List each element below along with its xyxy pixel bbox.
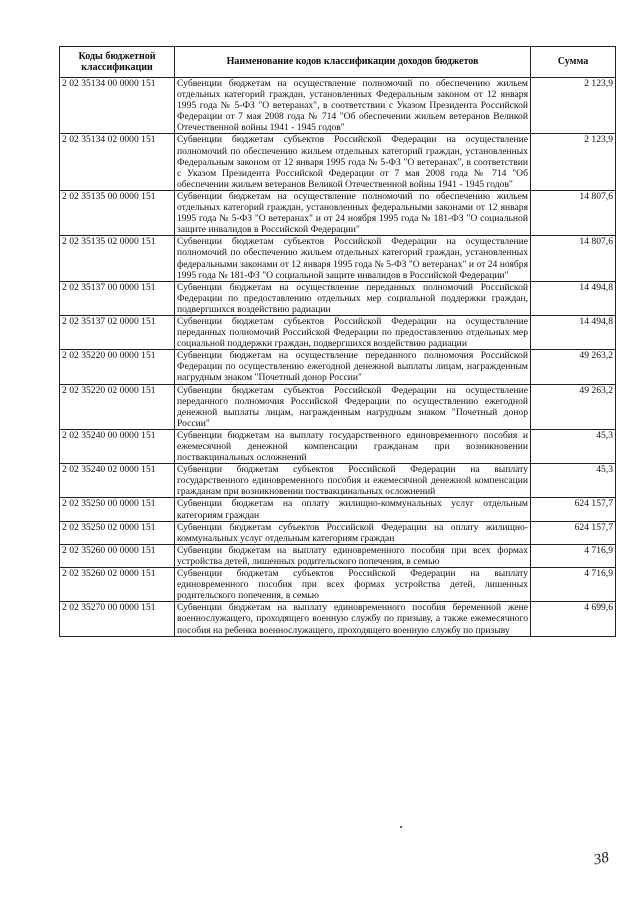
row-name: Субвенции бюджетам на выплату государственного единовременного пособия и ежемесячной денежной компенсации гражданам при возникновении поствакцинальных осложнений: [175, 429, 531, 463]
row-name: Субвенции бюджетам на оплату жилищно-коммунальных услуг отдельным категориям граждан: [175, 498, 531, 521]
row-name: Субвенции бюджетам субъектов Российской Федерации на осуществление полномочий по обеспечению жильем отдельных категорий граждан, установленных федеральными законами от 12 января 1995 года № 5-ФЗ "О ветеранах" и от 24 ноября 1995 года № 181-ФЗ "О социальной защите инвалидов в Российской Федерации": [175, 236, 531, 281]
handwritten-page-number: 38: [592, 849, 611, 869]
table-row: [60, 350, 616, 384]
row-code: 2 02 35135 00 0000 151: [60, 190, 175, 235]
table-row: [60, 281, 616, 315]
row-code: 2 02 35220 02 0000 151: [60, 384, 175, 429]
row-name: Субвенции бюджетам субъектов Российской Федерации на осуществление переданного полномочия Российской Федерации по осуществлению ежегодной денежной выплаты лицам, награжденным нагрудным знаком "Почетный донор России": [175, 384, 531, 429]
row-sum: 4 716,9: [531, 544, 616, 567]
row-code: 2 02 35137 02 0000 151: [60, 315, 175, 349]
row-name: Субвенции бюджетам на осуществление переданного полномочия Российской Федерации по осуществлению ежегодной денежной выплаты лицам, награжденным нагрудным знаком "Почетный донор России": [175, 350, 531, 384]
row-code: 2 02 35260 00 0000 151: [60, 544, 175, 567]
row-sum: 14 807,6: [531, 190, 616, 235]
row-name: Субвенции бюджетам субъектов Российской Федерации на оплату жилищно-коммунальных услуг отдельным категориям граждан: [175, 521, 531, 544]
row-sum: 14 494,8: [531, 281, 616, 315]
table-row: [60, 134, 616, 190]
row-code: 2 02 35220 00 0000 151: [60, 350, 175, 384]
row-code: 2 02 35134 02 0000 151: [60, 134, 175, 190]
row-code: 2 02 35270 00 0000 151: [60, 602, 175, 636]
row-sum: 4 716,9: [531, 568, 616, 602]
table-row: [60, 236, 616, 281]
header-sum: Сумма: [531, 47, 616, 78]
header-code: Коды бюджетной классификации: [60, 47, 175, 78]
row-code: 2 02 35240 02 0000 151: [60, 464, 175, 498]
table-row: [60, 190, 616, 235]
ink-dot: [400, 826, 402, 828]
table-row: [60, 568, 616, 602]
row-sum: 45,3: [531, 429, 616, 463]
table-row: [60, 315, 616, 349]
table-row: [60, 384, 616, 429]
row-name: Субвенции бюджетам на осуществление полномочий по обеспечению жильем отдельных категорий граждан, установленных Федеральным законом от 12 января 1995 года № 5-ФЗ "О ветеранах", в соответствии с Указом Президента Российской Федерации от 7 мая 2008 года № 714 "Об обеспечении жильем ветеранов Великой Отечественной войны 1941 - 1945 годов": [175, 78, 531, 134]
row-name: Субвенции бюджетам субъектов Российской Федерации на выплату единовременного пособия при всех формах устройства детей, лишенных родительского попечения, в семью: [175, 568, 531, 602]
row-sum: 49 263,2: [531, 384, 616, 429]
row-sum: 14 494,8: [531, 315, 616, 349]
row-sum: 624 157,7: [531, 498, 616, 521]
row-name: Субвенции бюджетам на осуществление переданных полномочий Российской Федерации по предоставлению отдельных мер социальной поддержки граждан, подвергшихся воздействию радиации: [175, 281, 531, 315]
row-sum: 624 157,7: [531, 521, 616, 544]
row-code: 2 02 35250 02 0000 151: [60, 521, 175, 544]
document-page: [59, 46, 615, 637]
table-row: [60, 78, 616, 134]
table-row: [60, 602, 616, 636]
row-code: 2 02 35250 00 0000 151: [60, 498, 175, 521]
row-code: 2 02 35134 00 0000 151: [60, 78, 175, 134]
row-name: Субвенции бюджетам на выплату единовременного пособия при всех формах устройства детей, лишенных родительского попечения, в семью: [175, 544, 531, 567]
table-row: [60, 429, 616, 463]
row-code: 2 02 35137 00 0000 151: [60, 281, 175, 315]
header-name: Наименование кодов классификации доходов бюджетов: [175, 47, 531, 78]
row-sum: 14 807,6: [531, 236, 616, 281]
row-name: Субвенции бюджетам на выплату единовременного пособия беременной жене военнослужащего, проходящего военную службу по призыву, а также ежемесячного пособия на ребенка военнослужащего, проходящего военную службу по призыву: [175, 602, 531, 636]
row-sum: 49 263,2: [531, 350, 616, 384]
row-name: Субвенции бюджетам субъектов Российской Федерации на выплату государственного единовременного пособия и ежемесячной денежной компенсации гражданам при возникновении поствакцинальных осложнений: [175, 464, 531, 498]
table-row: [60, 498, 616, 521]
row-sum: 2 123,9: [531, 78, 616, 134]
table-header-row: [60, 47, 616, 78]
row-code: 2 02 35135 02 0000 151: [60, 236, 175, 281]
table-row: [60, 544, 616, 567]
row-sum: 2 123,9: [531, 134, 616, 190]
row-name: Субвенции бюджетам субъектов Российской Федерации на осуществление полномочий по обеспечению жильем отдельных категорий граждан, установленных Федеральным законом от 12 января 1995 года № 5-ФЗ "О ветеранах", в соответствии с Указом Президента Российской Федерации от 7 мая 2008 года № 714 "Об обеспечении жильем ветеранов Великой Отечественной войны 1941 - 1945 годов": [175, 134, 531, 190]
row-sum: 45,3: [531, 464, 616, 498]
row-name: Субвенции бюджетам субъектов Российской Федерации на осуществление переданных полномочий Российской Федерации по предоставлению отдельных мер социальной поддержки граждан, подвергшихся воздействию радиации: [175, 315, 531, 349]
table-row: [60, 464, 616, 498]
table-row: [60, 521, 616, 544]
budget-classification-table: [59, 46, 616, 637]
row-code: 2 02 35260 02 0000 151: [60, 568, 175, 602]
row-name: Субвенции бюджетам на осуществление полномочий по обеспечению жильем отдельных категорий граждан, установленных федеральными законами от 12 января 1995 года № 5-ФЗ "О ветеранах" и от 24 ноября 1995 года № 181-ФЗ "О социальной защите инвалидов в Российской Федерации": [175, 190, 531, 235]
row-code: 2 02 35240 00 0000 151: [60, 429, 175, 463]
row-sum: 4 699,6: [531, 602, 616, 636]
